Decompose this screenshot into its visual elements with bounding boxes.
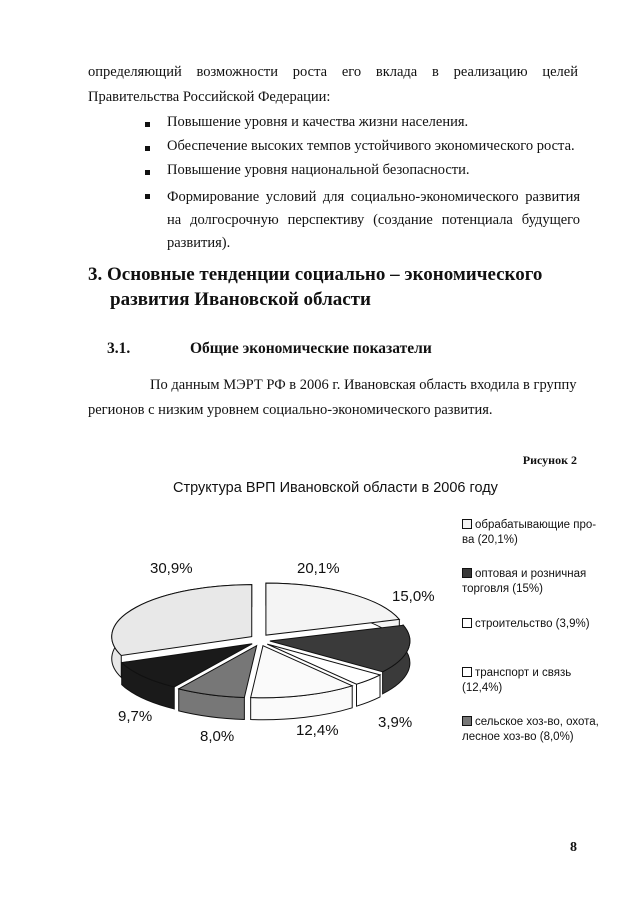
legend-text: сельское хоз-во, охота, лесное хоз-во (8,0%): [462, 716, 599, 743]
subsection-title: Общие экономические показатели: [190, 340, 432, 357]
legend-swatch: [462, 568, 472, 578]
legend-item: [462, 715, 602, 745]
legend-swatch: [462, 519, 472, 529]
chart-title: Структура ВРП Ивановской области в 2006 году: [173, 480, 498, 496]
section-heading-line-2: развития Ивановской области: [110, 289, 371, 310]
bullet-text: Формирование условий для социально-экономического развития на долгосрочную перспективу (создание потенциала будущего развития).: [167, 189, 580, 251]
legend-item: [462, 617, 602, 632]
pie-slice-top: [266, 583, 399, 635]
data-label: 8,0%: [200, 728, 235, 745]
paragraph-line-1: По данным МЭРТ РФ в 2006 г. Ивановская область входила в группу: [150, 377, 577, 393]
bullet-item: [145, 114, 580, 131]
legend-text: строительство (3,9%): [475, 618, 590, 630]
bullet-text: Повышение уровня и качества жизни населения.: [167, 114, 469, 130]
section-heading-line-1: 3. Основные тенденции социально – экономического: [88, 264, 543, 285]
data-label: 20,1%: [297, 560, 340, 577]
legend-item: [462, 567, 602, 597]
data-label: 3,9%: [378, 714, 413, 731]
intro-line-1: определяющий возможности роста его вклада в реализацию целей: [88, 64, 578, 80]
legend-swatch: [462, 667, 472, 677]
legend-text: оптовая и розничная торговля (15%): [462, 568, 587, 595]
bullet-item: [145, 138, 580, 155]
bullet-text: Повышение уровня национальной безопасности.: [167, 162, 470, 178]
data-label: 30,9%: [150, 560, 193, 577]
legend-text: обрабатывающие про-ва (20,1%): [462, 519, 597, 546]
data-label: 15,0%: [392, 588, 435, 605]
paragraph-line-2: регионов с низким уровнем социально-экономического развития.: [88, 402, 493, 418]
bullet-text: Обеспечение высоких темпов устойчивого экономического роста.: [167, 138, 575, 154]
data-label: 9,7%: [118, 708, 153, 725]
legend-swatch: [462, 716, 472, 726]
bullet-item: [145, 186, 580, 255]
legend-item: [462, 666, 587, 696]
figure-label: Рисунок 2: [522, 453, 577, 467]
pie-slice-top: [112, 585, 252, 656]
legend-text: транспорт и связь (12,4%): [462, 667, 572, 694]
legend-item: [462, 518, 602, 548]
bullet-item: [145, 162, 580, 179]
data-label: 12,4%: [296, 722, 339, 739]
intro-line-2: Правительства Российской Федерации:: [88, 89, 331, 105]
subsection-number: 3.1.: [107, 340, 131, 357]
page-number: 8: [570, 840, 577, 855]
legend-swatch: [462, 618, 472, 628]
